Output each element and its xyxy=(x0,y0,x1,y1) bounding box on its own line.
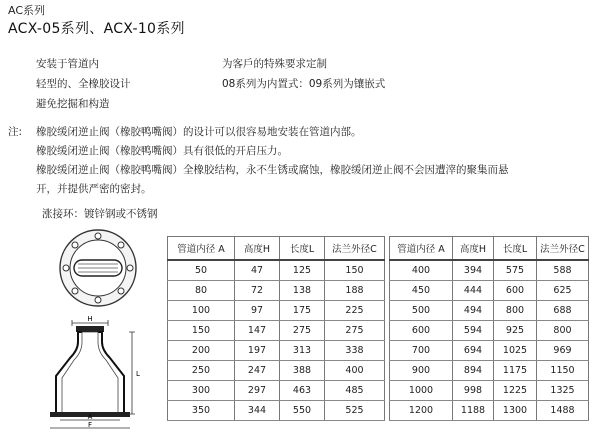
table-row xyxy=(390,281,589,301)
cell: 900 xyxy=(390,361,453,381)
table-row xyxy=(168,321,385,341)
feature-right-1: 为客戶的特殊要求定制 xyxy=(222,58,327,70)
cell: 694 xyxy=(453,341,494,361)
col-pipe-diameter: 管道内径 A xyxy=(168,237,235,261)
cell: 72 xyxy=(235,281,280,301)
cell: 275 xyxy=(280,321,325,341)
cell: 700 xyxy=(390,341,453,361)
cell: 800 xyxy=(494,301,537,321)
cell: 588 xyxy=(537,260,589,281)
cell: 1175 xyxy=(494,361,537,381)
cell: 225 xyxy=(325,301,385,321)
cell: 998 xyxy=(453,381,494,401)
cell: 485 xyxy=(325,381,385,401)
cell: 500 xyxy=(390,301,453,321)
cell: 80 xyxy=(168,281,235,301)
cell: 394 xyxy=(453,260,494,281)
cell: 388 xyxy=(280,361,325,381)
valve-drawing xyxy=(40,226,160,432)
cell: 197 xyxy=(235,341,280,361)
cell: 1025 xyxy=(494,341,537,361)
cell: 550 xyxy=(280,401,325,421)
col-height: 高度H xyxy=(453,237,494,261)
table-row xyxy=(390,260,589,281)
cell: 1325 xyxy=(537,381,589,401)
note-label: 注: xyxy=(8,126,23,138)
cell: 300 xyxy=(168,381,235,401)
col-height: 高度H xyxy=(235,237,280,261)
cell: 297 xyxy=(235,381,280,401)
flange-top-view xyxy=(60,230,136,306)
series-label: AC系列 xyxy=(8,4,46,17)
cell: 47 xyxy=(235,260,280,281)
cell: 894 xyxy=(453,361,494,381)
col-length: 长度L xyxy=(280,237,325,261)
feature-left-2: 轻型的、全橡胶设计 xyxy=(36,78,131,90)
cell: 463 xyxy=(280,381,325,401)
table-row xyxy=(390,361,589,381)
cell: 1150 xyxy=(537,361,589,381)
cell: 969 xyxy=(537,341,589,361)
cell: 200 xyxy=(168,341,235,361)
cell: 344 xyxy=(235,401,280,421)
cell: 147 xyxy=(235,321,280,341)
table-row xyxy=(168,341,385,361)
dim-a-label: A xyxy=(87,413,93,421)
cell: 594 xyxy=(453,321,494,341)
table-row xyxy=(168,301,385,321)
cell: 188 xyxy=(325,281,385,301)
table-row xyxy=(390,381,589,401)
dim-h-label: H xyxy=(87,315,93,323)
cell: 138 xyxy=(280,281,325,301)
ring-material: 涨接环：镀锌钢或不锈钢 xyxy=(42,208,158,220)
spec-table-left xyxy=(167,236,385,421)
cell: 1225 xyxy=(494,381,537,401)
col-pipe-diameter: 管道内径 A xyxy=(390,237,453,261)
cell: 1488 xyxy=(537,401,589,421)
cell: 688 xyxy=(537,301,589,321)
table-row xyxy=(390,341,589,361)
cell: 50 xyxy=(168,260,235,281)
cell: 575 xyxy=(494,260,537,281)
cell: 175 xyxy=(280,301,325,321)
cell: 150 xyxy=(168,321,235,341)
cell: 1200 xyxy=(390,401,453,421)
cell: 97 xyxy=(235,301,280,321)
cell: 1188 xyxy=(453,401,494,421)
cell: 1000 xyxy=(390,381,453,401)
table-row xyxy=(168,361,385,381)
cell: 444 xyxy=(453,281,494,301)
dim-f-label: F xyxy=(87,421,93,429)
col-flange-od: 法兰外径C xyxy=(325,237,385,261)
cell: 338 xyxy=(325,341,385,361)
col-flange-od: 法兰外径C xyxy=(537,237,589,261)
note-line-3: 橡胶缓闭逆止阀（橡胶鸭嘴阀）全橡胶结构，永不生锈或腐蚀，橡胶缓闭逆止阀不会因遭滓的聚集而悬 xyxy=(36,164,509,176)
cell: 100 xyxy=(168,301,235,321)
cell: 494 xyxy=(453,301,494,321)
cell: 450 xyxy=(390,281,453,301)
feature-right-2: 08系列为内置式：09系列为镶嵌式 xyxy=(222,78,386,90)
table-row xyxy=(168,401,385,421)
table-row xyxy=(390,321,589,341)
cell: 400 xyxy=(390,260,453,281)
cell: 247 xyxy=(235,361,280,381)
page-title: ACX-05系列、ACX-10系列 xyxy=(8,21,185,37)
table-header-row xyxy=(390,237,589,261)
cell: 1300 xyxy=(494,401,537,421)
note-line-2: 橡胶缓闭逆止阀（橡胶鸭嘴阀）具有很低的开启压力。 xyxy=(36,145,288,157)
cell: 350 xyxy=(168,401,235,421)
table-row xyxy=(168,281,385,301)
cell: 275 xyxy=(325,321,385,341)
note-line-4: 开，并提供严密的密封。 xyxy=(36,183,152,195)
feature-left-1: 安装于管道内 xyxy=(36,58,99,70)
cell: 600 xyxy=(390,321,453,341)
cell: 625 xyxy=(537,281,589,301)
valve-side-view xyxy=(50,315,140,429)
table-row xyxy=(390,401,589,421)
table-header-row xyxy=(168,237,385,261)
table-row xyxy=(168,381,385,401)
table-row xyxy=(168,260,385,281)
spec-table-right xyxy=(389,236,589,421)
cell: 925 xyxy=(494,321,537,341)
cell: 400 xyxy=(325,361,385,381)
cell: 800 xyxy=(537,321,589,341)
col-length: 长度L xyxy=(494,237,537,261)
note-line-1: 橡胶缓闭逆止阀（橡胶鸭嘴阀）的设计可以很容易地安装在管道内部。 xyxy=(36,126,362,138)
cell: 525 xyxy=(325,401,385,421)
feature-left-3: 避免挖掘和构造 xyxy=(36,98,110,110)
cell: 250 xyxy=(168,361,235,381)
cell: 313 xyxy=(280,341,325,361)
cell: 150 xyxy=(325,260,385,281)
cell: 125 xyxy=(280,260,325,281)
cell: 600 xyxy=(494,281,537,301)
table-row xyxy=(390,301,589,321)
dim-l-label: L xyxy=(136,370,140,378)
